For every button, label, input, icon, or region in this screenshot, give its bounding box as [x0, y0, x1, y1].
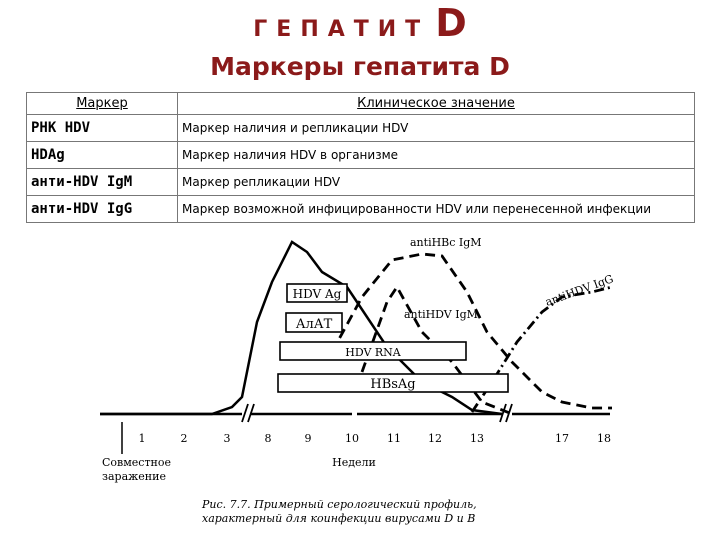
meaning-cell: Маркер возможной инфицированности HDV или перенесенной инфекции [178, 196, 695, 223]
table-row [27, 169, 695, 196]
table-header-row [27, 93, 695, 115]
header-meaning: Клиническое значение [178, 93, 695, 115]
tick-label: 17 [555, 432, 569, 445]
tick-label: 9 [304, 432, 312, 445]
anti-hdv-igg-curve [472, 287, 612, 412]
meaning-cell: Маркер репликации HDV [178, 169, 695, 196]
marker-cell: HDAg [27, 142, 178, 169]
marker-cell: анти-HDV IgM [27, 169, 178, 196]
tick-label: 10 [345, 432, 359, 445]
tick-label: 2 [180, 432, 188, 445]
coinfection-label-line2: заражение [102, 470, 166, 483]
tick-label: 12 [428, 432, 442, 445]
meaning-cell: Маркер наличия HDV в организме [178, 142, 695, 169]
hbsag-label: HBsAg [370, 377, 416, 392]
header-marker: Маркер [27, 93, 178, 115]
marker-cell: анти-HDV IgG [27, 196, 178, 223]
hdv-ag-box [287, 284, 347, 302]
caption-line1: Рис. 7.7. Примерный серологический профиль, [202, 498, 477, 511]
hdv-ag-label: HDV Ag [292, 287, 342, 301]
marker-cell: РНК HDV [27, 115, 178, 142]
tick-label: 13 [470, 432, 484, 445]
table-row [27, 115, 695, 142]
main-title [0, 1, 720, 45]
tick-label: 1 [138, 432, 146, 445]
title-letter: D [435, 1, 467, 45]
title-word: ГЕПАТИТ [253, 17, 430, 42]
tick-labels [139, 432, 612, 445]
anti-hdv-igm-label: antiHDV IgM [404, 308, 478, 321]
subtitle: Маркеры гепатита D [210, 52, 510, 81]
anti-hbc-label: antiHBc IgM [410, 236, 482, 249]
x-axis-label: Недели [332, 456, 376, 469]
alt-box [286, 313, 342, 332]
hdv-rna-box [280, 342, 466, 360]
meaning-cell: Маркер наличия и репликации HDV [178, 115, 695, 142]
coinfection-label-line1: Совместное [102, 456, 172, 469]
tick-label: 18 [597, 432, 611, 445]
alt-label: АлАТ [295, 317, 333, 332]
table-row [27, 142, 695, 169]
serology-figure [92, 232, 632, 532]
hdv-rna-label: HDV RNA [345, 346, 401, 359]
hbsag-box [278, 374, 508, 392]
tick-label: 3 [223, 432, 231, 445]
table-row [27, 196, 695, 223]
tick-label: 8 [264, 432, 272, 445]
markers-table [26, 92, 695, 223]
caption-line2: характерный для коинфекции вирусами D и B [202, 512, 476, 525]
tick-label: 11 [387, 432, 401, 445]
anti-hdv-igg-label: antiHDV IgG [543, 272, 616, 309]
